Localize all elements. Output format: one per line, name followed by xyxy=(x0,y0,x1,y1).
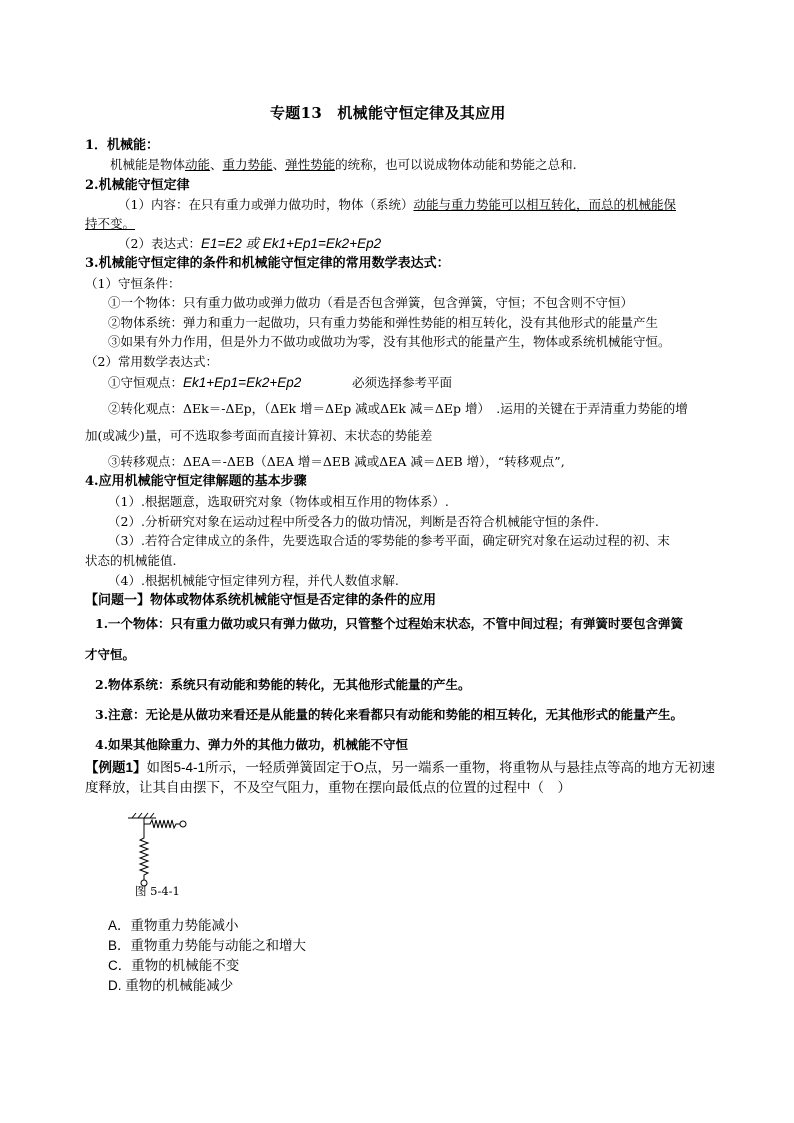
vertical-spring xyxy=(140,818,148,880)
expression-3: ③转移观点：ΔEA＝-ΔEB（ΔEA 增＝ΔEB 减或ΔEA 减＝ΔEB 增），“转移观点”, xyxy=(108,454,565,469)
expressions-label: （2）常用数学表达式： xyxy=(85,354,218,369)
option-a: A．重物重力势能减小 xyxy=(108,918,239,933)
section-3-heading: 3.机械能守恒定律的条件和机械能守恒定律的常用数学表达式： xyxy=(85,256,450,271)
section-2-content-cont: 持不变。 xyxy=(85,216,136,231)
example-1-text-cont: 度释放，让其自由摆下，不及空气阻力，重物在摆向最低点的位置的过程中（ ） xyxy=(85,780,571,795)
point-4: 4.如果其他除重力、弹力外的其他力做功，机械能不守恒 xyxy=(95,737,409,752)
option-d: D. 重物的机械能减少 xyxy=(108,978,234,993)
step-2: （2）.分析研究对象在运动过程中所受各力的做功情况，判断是否符合机械能守恒的条件. xyxy=(108,514,599,529)
option-b: B．重物重力势能与动能之和增大 xyxy=(108,938,307,953)
ceiling xyxy=(128,813,156,818)
point-3: 3.注意：无论是从做功来看还是从能量的转化来看都只有动能和势能的相互转化，无其他形式的能量产生。 xyxy=(95,707,684,722)
section-2-heading: 2.机械能守恒定律 xyxy=(85,178,190,193)
point-1-cont: 才守恒。 xyxy=(85,647,136,662)
expression-1-note: 必须选择参考平面 xyxy=(352,375,453,390)
problem-heading: 【问题一】物体或物体系统机械能守恒是否定律的条件的应用 xyxy=(85,593,437,608)
section-1-text: 机械能是物体动能、重力势能、弹性势能的统称，也可以说成物体动能和势能之总和. xyxy=(110,157,577,172)
section-1-heading: 1．机械能： xyxy=(85,138,160,153)
expression-2: ②转化观点：ΔEk＝-ΔEp，（ΔEk 增＝ΔEp 减或ΔEk 减＝ΔEp 增） .运用的关键在于弄清重力势能的增 xyxy=(108,401,688,416)
expression-1: ①守恒观点：Ek1+Ep1=Ek2+Ep2 xyxy=(108,375,302,390)
step-4: （4）.根据机械能守恒定律列方程，并代人数值求解. xyxy=(108,573,399,588)
step-3: （3）.若符合定律成立的条件，先要选取合适的零势能的参考平面，确定研究对象在运动过程的初、末 xyxy=(108,533,670,548)
point-1: 1.一个物体：只有重力做功或只有弹力做功，只管整个过程始末状态，不管中间过程；有弹簧时要包含弹簧 xyxy=(95,616,684,631)
step-3-cont: 状态的机械能值. xyxy=(85,553,177,568)
point-2: 2.物体系统：系统只有动能和势能的转化，无其他形式能量的产生。 xyxy=(95,677,471,692)
page-title: 专题13 机械能守恒定律及其应用 xyxy=(270,104,506,122)
section-2-content: （1）内容：在只有重力或弹力做功时，物体（系统）动能与重力势能可以相互转化，而总的机械能保 xyxy=(118,197,676,212)
horizontal-spring xyxy=(144,818,180,828)
section-4-heading: 4.应用机械能守恒定律解题的基本步骤 xyxy=(85,474,307,489)
condition-1: ①一个物体：只有重力做功或弹力做功（看是否包含弹簧，包含弹簧，守恒；不包含则不守恒） xyxy=(108,295,634,310)
option-c: C．重物的机械能不变 xyxy=(108,958,240,973)
condition-3: ③如果有外力作用，但是外力不做功或做功为零，没有其他形式的能量产生，物体或系统机械能守恒。 xyxy=(108,334,671,349)
step-1: （1）.根据题意，选取研究对象（物体或相互作用的物体系）. xyxy=(108,494,449,509)
conditions-label: （1）守恒条件： xyxy=(85,276,181,291)
weight-start xyxy=(180,821,186,827)
expression-2-cont: 加(或减少)量，可不选取参考面而直接计算初、末状态的势能差 xyxy=(85,428,433,443)
figure-caption: 图 5-4-1 xyxy=(135,884,180,898)
section-2-expression: （2）表达式：E1=E2 或 Ek1+Ep1=Ek2+Ep2 xyxy=(118,236,382,251)
condition-2: ②物体系统：弹力和重力一起做功，只有重力势能和弹性势能的相互转化，没有其他形式的能量产生 xyxy=(108,315,659,330)
example-1-text: 【例题1】如图5-4-1所示，一轻质弹簧固定于O点，另一端系一重物，将重物从与悬挂点等高的地方无初速 xyxy=(85,760,716,775)
